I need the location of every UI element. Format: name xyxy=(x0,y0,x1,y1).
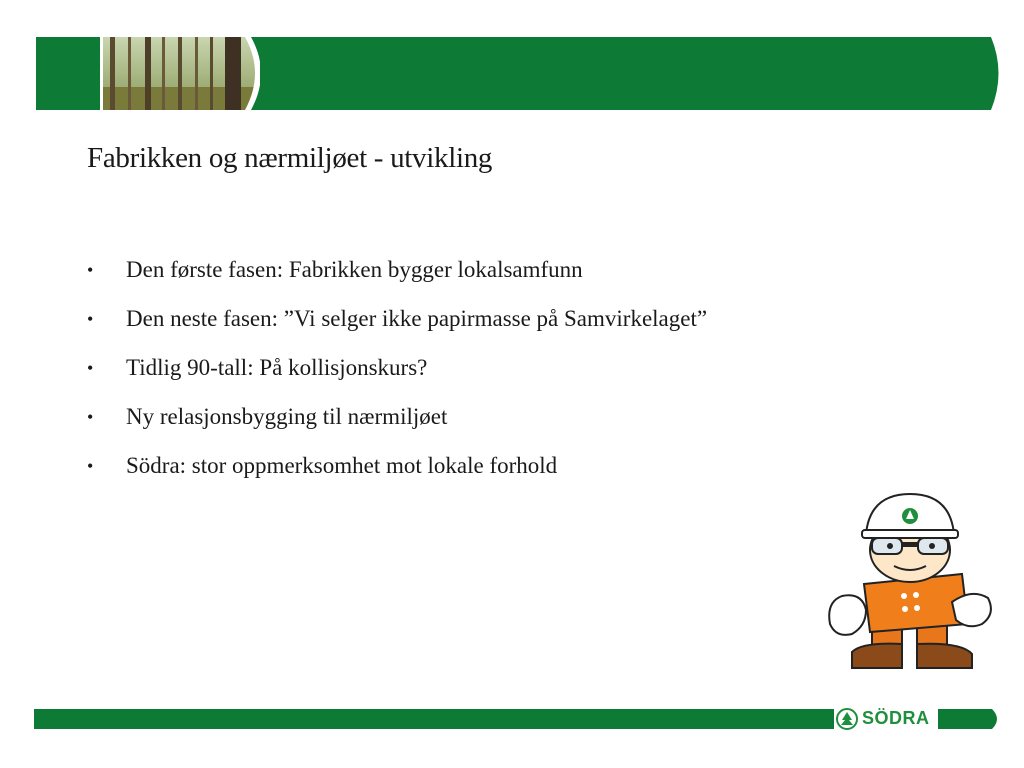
bullet-text: Den første fasen: Fabrikken bygger lokalsamfunn xyxy=(126,257,583,282)
bullet-dot: • xyxy=(87,309,94,329)
bullet-list xyxy=(87,253,707,498)
list-item xyxy=(87,351,707,400)
slide-title: Fabrikken og nærmiljøet - utvikling xyxy=(87,142,493,174)
bullet-text: Ny relasjonsbygging til nærmiljøet xyxy=(126,404,448,429)
sodra-logo-text: SÖDRA xyxy=(862,708,930,728)
bullet-dot: • xyxy=(87,358,94,378)
worker-mascot-illustration xyxy=(822,492,994,670)
bullet-dot: • xyxy=(87,456,94,476)
list-item xyxy=(87,253,707,302)
list-item xyxy=(87,302,707,351)
bullet-text: Den neste fasen: ”Vi selger ikke papirmasse på Samvirkelaget” xyxy=(126,306,708,331)
bullet-dot: • xyxy=(87,407,94,427)
bullet-text: Tidlig 90-tall: På kollisjonskurs? xyxy=(126,355,428,380)
bullet-text: Södra: stor oppmerksomhet mot lokale forhold xyxy=(126,453,558,478)
sodra-tree-icon xyxy=(836,708,858,730)
list-item xyxy=(87,449,707,498)
list-item xyxy=(87,400,707,449)
forest-photo xyxy=(100,37,260,110)
bullet-dot: • xyxy=(87,260,94,280)
